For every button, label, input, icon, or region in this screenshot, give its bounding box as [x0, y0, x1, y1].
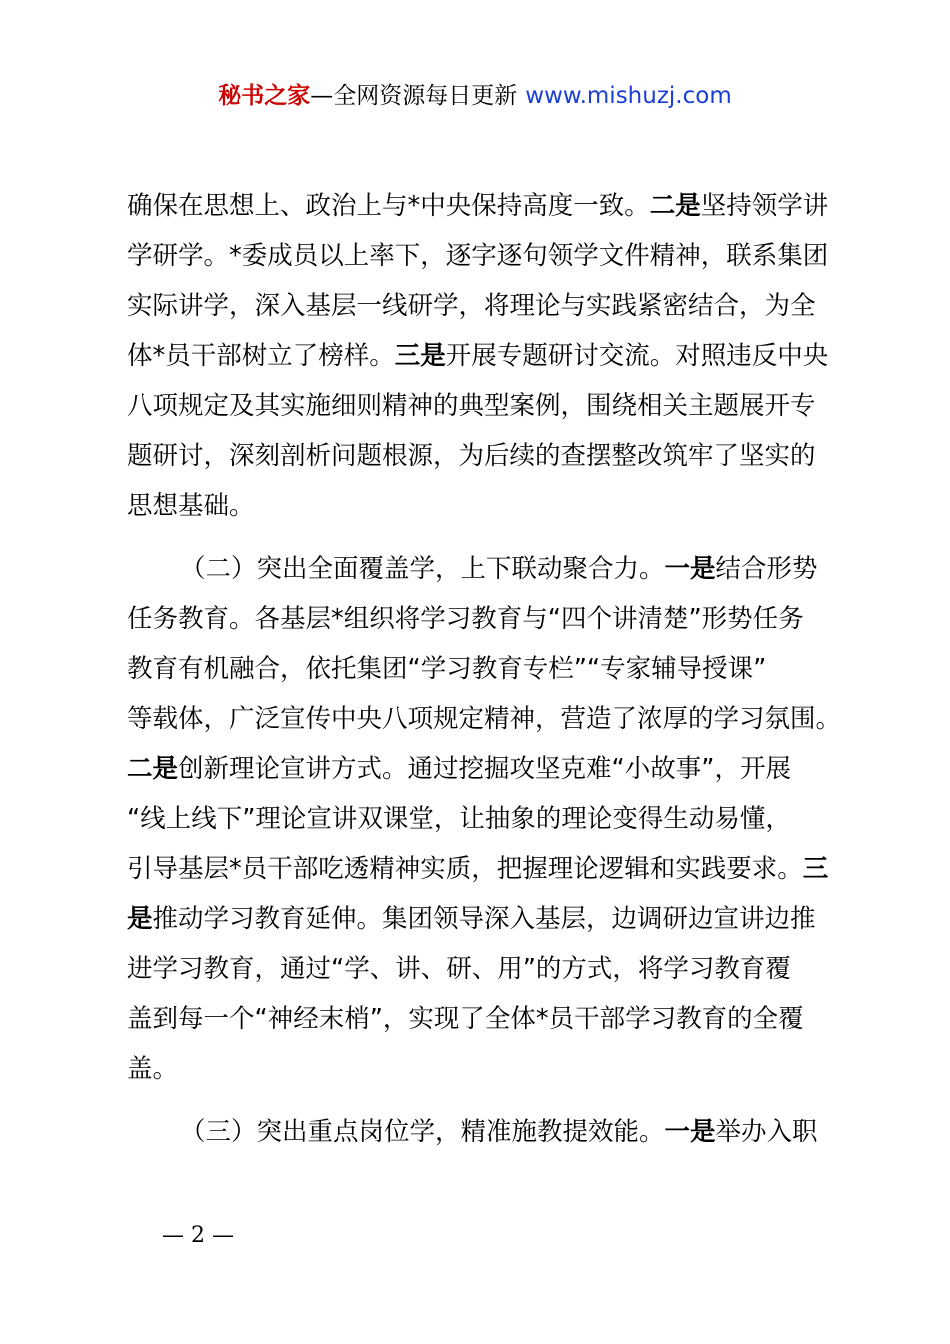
text-line: 盖。: [127, 1054, 179, 1084]
text-line: 确保在思想上、政治上与*中央保持高度一致。二是坚持领学讲: [127, 191, 829, 221]
text-line: 实际讲学，深入基层一线研学，将理论与实践紧密结合，为全: [127, 291, 816, 321]
page-number: — 2 —: [162, 1223, 234, 1248]
brand-name: 秘书之家: [218, 83, 311, 109]
text-line: 题研讨，深刻剖析问题根源，为后续的查摆整改筑牢了坚实的: [127, 441, 816, 471]
text-line: 二是创新理论宣讲方式。通过挖掘攻坚克难“小故事”，开展: [127, 754, 791, 784]
text-line: 体*员干部树立了榜样。三是开展专题研讨交流。对照违反中央: [127, 341, 829, 371]
text-line: 八项规定及其实施细则精神的典型案例，围绕相关主题展开专: [127, 391, 816, 421]
text-line: 引导基层*员干部吃透精神实质，把握理论逻辑和实践要求。三: [127, 854, 829, 884]
text-line: 是推动学习教育延伸。集团领导深入基层，边调研边宣讲边推: [127, 904, 816, 934]
text-line: 盖到每一个“神经末梢”，实现了全体*员干部学习教育的全覆: [127, 1004, 804, 1034]
header-tagline: —全网资源每日更新: [310, 83, 518, 109]
document-body: [127, 181, 842, 1157]
text-line: 任务教育。各基层*组织将学习教育与“四个讲清楚”形势任务: [127, 604, 804, 634]
section-heading-line: （三）突出重点岗位学，精准施教提效能。一是举办入职: [180, 1117, 818, 1147]
text-line: 等载体，广泛宣传中央八项规定精神，营造了浓厚的学习氛围。: [127, 704, 842, 734]
site-header: [0, 80, 950, 112]
text-line: “线上线下”理论宣讲双课堂，让抽象的理论变得生动易懂，: [127, 804, 791, 834]
text-line: 进学习教育，通过“学、讲、研、用”的方式，将学习教育覆: [127, 954, 791, 984]
site-url[interactable]: www.mishuzj.com: [525, 83, 732, 109]
text-line: 教育有机融合，依托集团“学习教育专栏”“专家辅导授课”: [127, 654, 767, 684]
text-line: 思想基础。: [127, 491, 255, 521]
section-heading-line: （二）突出全面覆盖学，上下联动聚合力。一是结合形势: [180, 554, 818, 584]
text-line: 学研学。*委成员以上率下，逐字逐句领学文件精神，联系集团: [127, 241, 829, 271]
